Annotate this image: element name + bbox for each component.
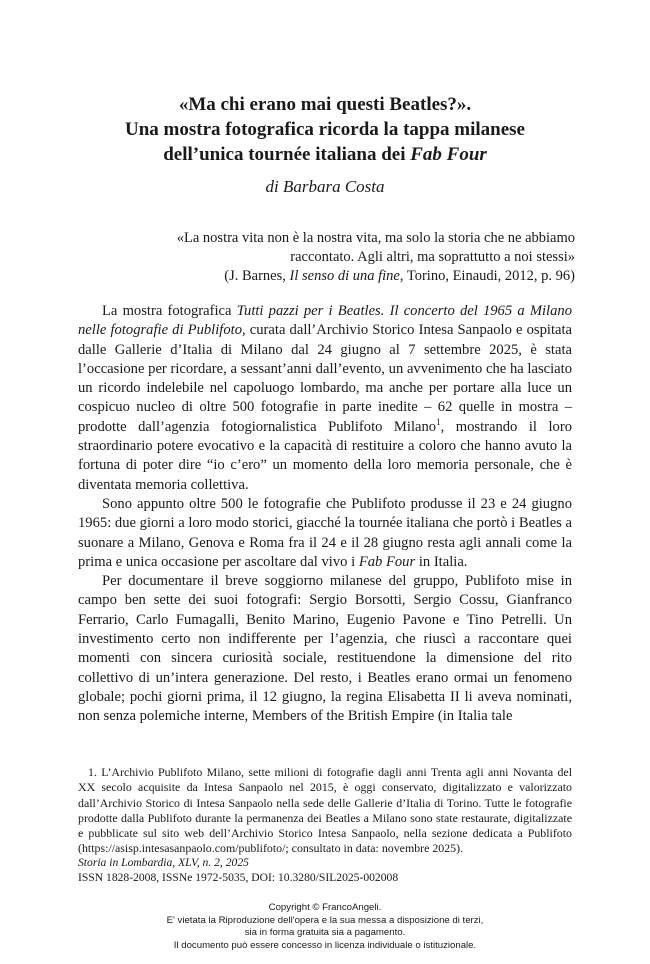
copyright-line-3: sia in forma gratuita sia a pagamento. — [244, 927, 406, 938]
epigraph-line-1: «La nostra vita non è la nostra vita, ma solo la storia che ne abbiamo — [176, 230, 575, 246]
p2-text-a: Sono appunto oltre 500 le fotografie che Publifoto produsse il 23 e 24 giugno 1965: due giorni a loro modo storici, giacché la tournée italiana che portò i Beatles a suonare a Milano, Genova e Roma fra il 24 e il 28 giugno resta agli annali come la prima e unica occasione per ascoltare dal vivo i — [78, 495, 572, 570]
p1-text-a: La mostra fotografica — [102, 303, 237, 319]
journal-info — [78, 856, 398, 885]
title-line-2: Una mostra fotografica ricorda la tappa milanese — [125, 119, 525, 140]
citation-book-title: Il senso di una fine — [289, 268, 400, 284]
journal-issn-doi: ISSN 1828-2008, ISSNe 1972-5035, DOI: 10.3280/SIL2025-002008 — [78, 870, 399, 884]
copyright-line-2: E' vietata la Riproduzione dell'opera e la sua messa a disposizione di terzi, — [166, 914, 484, 926]
title-line-1: «Ma chi erano mai questi Beatles?». — [178, 94, 472, 115]
title-fab-four: Fab Four — [410, 144, 487, 165]
copyright-line-1: Copyright © FrancoAngeli. — [268, 902, 382, 913]
footnote-ref-1[interactable]: 1 — [436, 416, 441, 427]
copyright-line-4: Il documento può essere concesso in licenza individuale o istituzionale. — [173, 939, 477, 951]
p1-text-c: , curata dall’Archivio Storico Intesa Sanpaolo e ospitata dalle Gallerie d’Italia di Milano dal 24 giugno al 7 settembre 2025, è stata l’occasione per ricordare, a sessant’anni dall’evento, un avvenimento che ha lasciato un ricordo indelebile nel capoluogo lombardo, ma anche per portare alla luce un cospicuo nucleo di oltre 500 fotografie in parte inedite – 62 quelle in mostra – prodotte dall’agenzia fotogiornalistica Publifoto Milano — [78, 322, 573, 435]
body-paragraph-1 — [78, 302, 572, 495]
p2-fab-four: Fab Four — [358, 553, 416, 570]
exhibition-title: Tutti pazzi per i Beatles. Il concerto del 1965 a Milano nelle fotografie di Publifoto — [78, 303, 572, 339]
body-paragraph-2 — [78, 495, 572, 572]
title-line-3 — [60, 142, 590, 167]
author-byline: di Barbara Costa — [265, 177, 385, 196]
epigraph — [145, 229, 575, 286]
citation-publisher: , Torino, Einaudi, 2012, p. 96) — [399, 268, 575, 284]
footnote-1: 1. L’Archivio Publifoto Milano, sette milioni di fotografie dagli anni Trenta agli anni Novanta del XX secolo acquisite da Intesa Sanpaolo nel 2015, è oggi conservato, digitalizzato e valorizzato dall’Archivio Storico di Intesa Sanpaolo nella sede delle Gallerie d’Italia di Torino. Tutte le fotografie prodotte dalla Publifoto durante la permanenza dei Beatles a Milano sono state restaurate, digitalizzate e pubblicate sul sito web dell’Archivio Storico Intesa Sanpaolo, nella sezione dedicata a Publifoto (https://asisp.intesasanpaolo.com/publifoto/; consultato in data: novembre 2025). — [78, 765, 572, 856]
article-title — [60, 92, 590, 167]
journal-citation: Storia in Lombardia, XLV, n. 2, 2025 — [78, 856, 249, 869]
body-paragraph-3: Per documentare il breve soggiorno milanese del gruppo, Publifoto mise in campo ben sette dei suoi fotografi: Sergio Borsotti, Sergio Cossu, Gianfranco Ferrario, Carlo Fumagalli, Benito Marino, Eugenio Pavone e Tino Petrelli. Un investimento certo non indifferente per l’agenzia, che riuscì a raccontare quei momenti con sincera curiosità sociale, restituendone la dimensione del rito collettivo di un’intera generazione. Del resto, i Beatles erano ormai un fenomeno globale; pochi giorni prima, il 12 giugno, la regina Elisabetta II li aveva nominati, non senza polemiche interne, Members of the British Empire (in Italia tale — [78, 573, 572, 725]
p1-text-d: , mostrando il loro straordinario potere evocativo e la capacità di restituire a coloro che hanno avuto la fortuna di poter dire “io c’ero” un momento della loro memoria personale, che è diventata memoria collettiva. — [78, 418, 572, 493]
article-body — [78, 302, 572, 727]
copyright-notice — [0, 902, 650, 952]
epigraph-line-2: raccontato. Agli altri, ma soprattutto a noi stessi» — [290, 249, 575, 265]
epigraph-citation — [145, 267, 575, 286]
title-line-3-text: dell’unica tournée italiana dei — [163, 144, 411, 165]
p2-text-c: in Italia. — [415, 553, 468, 570]
citation-author: (J. Barnes, — [224, 268, 290, 284]
